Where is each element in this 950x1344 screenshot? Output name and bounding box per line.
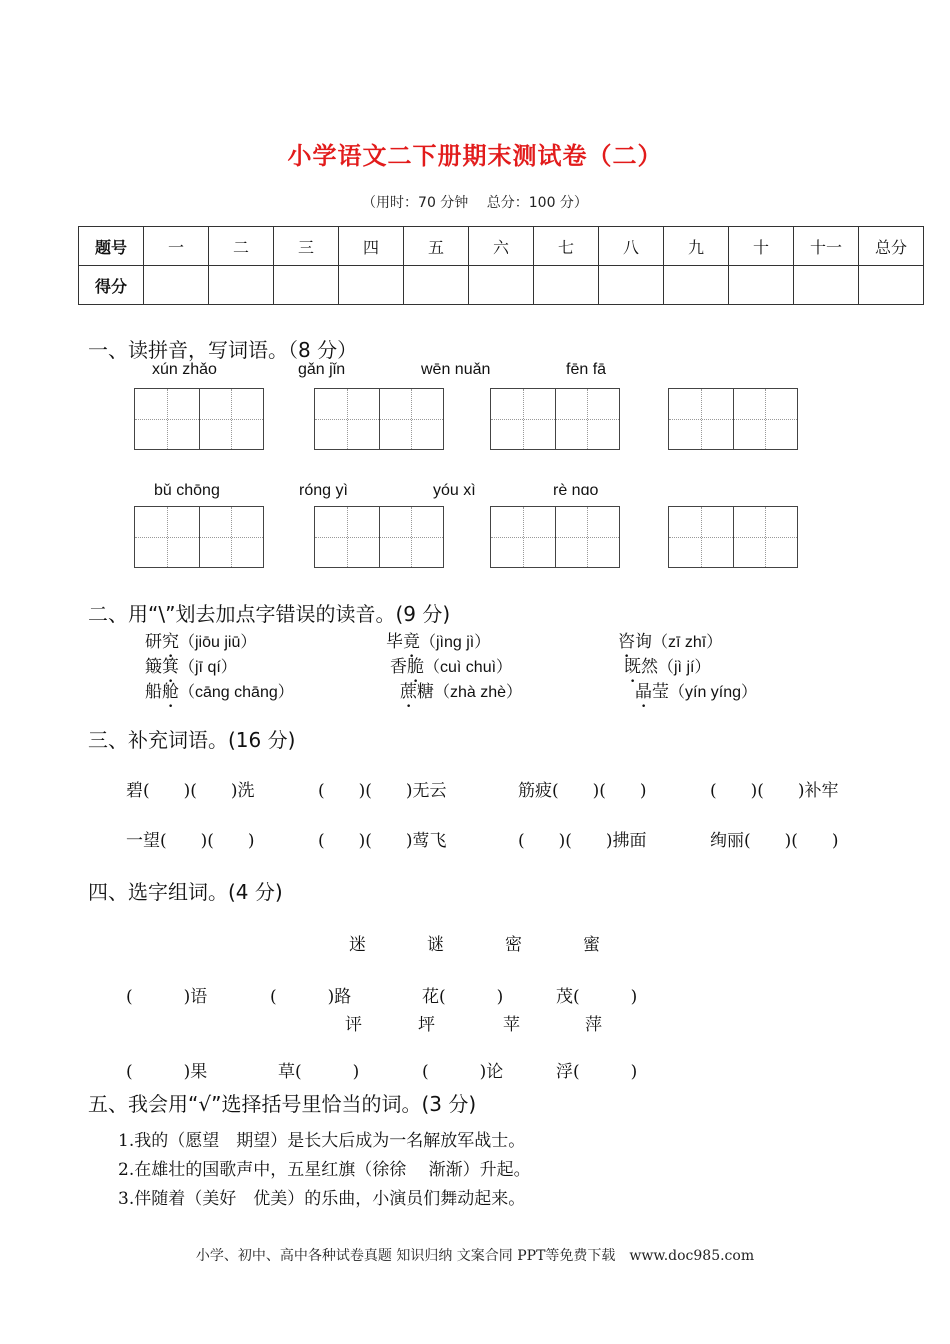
pinyin-label: rè nɑo (553, 482, 599, 499)
score-cell[interactable] (274, 266, 339, 305)
pinyin-label: gǎn jǐn (298, 361, 346, 378)
reading-item: 簸箕（jī qí） (145, 657, 237, 677)
score-cell[interactable] (729, 266, 794, 305)
column-header: 六 (469, 227, 534, 266)
column-header: 一 (144, 227, 209, 266)
section3-heading: 三、补充词语。(16 分) (88, 728, 296, 752)
idiom-blank[interactable]: ( )( )莺飞 (318, 831, 447, 851)
column-header: 总分 (859, 227, 924, 266)
writing-grid[interactable] (490, 388, 620, 450)
idiom-blank[interactable]: ( )( )补牢 (710, 781, 839, 801)
choice-char: 密 (505, 935, 522, 955)
writing-grid[interactable] (490, 506, 620, 568)
score-cell[interactable] (209, 266, 274, 305)
score-cell[interactable] (664, 266, 729, 305)
table-row (79, 266, 924, 305)
idiom-blank[interactable]: 筋疲( )( ) (518, 781, 647, 801)
column-header: 十 (729, 227, 794, 266)
writing-grid[interactable] (134, 388, 264, 450)
choice-char: 萍 (585, 1015, 602, 1035)
choice-sentence[interactable]: 3.伴随着（美好 优美）的乐曲，小演员们舞动起来。 (118, 1189, 526, 1209)
idiom-blank[interactable]: 绚丽( )( ) (710, 831, 839, 851)
pinyin-label: bǔ chōng (154, 482, 220, 499)
reading-item: 研究（jiōu jiū） (145, 632, 257, 652)
writing-grid[interactable] (314, 388, 444, 450)
reading-item: 既然（jì jí） (624, 657, 711, 677)
score-cell[interactable] (599, 266, 664, 305)
section2-heading: 二、用“\”划去加点字错误的读音。(9 分) (88, 602, 451, 626)
score-table (78, 226, 924, 305)
section4-heading: 四、选字组词。(4 分) (88, 880, 283, 904)
column-header: 四 (339, 227, 404, 266)
choice-char: 谜 (427, 935, 444, 955)
idiom-blank[interactable]: 一望( )( ) (126, 831, 255, 851)
score-cell[interactable] (469, 266, 534, 305)
reading-item: 船舱（cāng chāng） (145, 682, 294, 702)
word-blank[interactable]: ( )路 (270, 987, 352, 1007)
column-header: 三 (274, 227, 339, 266)
pinyin-label: yóu xì (433, 482, 476, 499)
reading-item: 香脆（cuì chuì） (390, 657, 513, 677)
writing-grid[interactable] (314, 506, 444, 568)
choice-char: 评 (345, 1015, 362, 1035)
column-header: 五 (404, 227, 469, 266)
row-label: 得分 (79, 266, 144, 305)
pinyin-label: wēn nuǎn (421, 361, 491, 378)
choice-char: 坪 (418, 1015, 435, 1035)
choice-char: 迷 (349, 935, 366, 955)
pinyin-label: róng yì (299, 482, 348, 499)
word-blank[interactable]: 茂( ) (556, 987, 638, 1007)
idiom-blank[interactable]: ( )( )拂面 (518, 831, 647, 851)
section5-heading: 五、我会用“√”选择括号里恰当的词。(3 分) (88, 1092, 477, 1116)
footer-note: 小学、初中、高中各种试卷真题 知识归纳 文案合同 PPT等免费下载 www.doc985.com (195, 1248, 755, 1264)
idiom-blank[interactable]: ( )( )无云 (318, 781, 447, 801)
score-cell[interactable] (144, 266, 209, 305)
page-title: 小学语文二下册期末测试卷（二） (287, 142, 663, 170)
word-blank[interactable]: ( )语 (126, 987, 208, 1007)
reading-item: 晶莹（yín yíng） (635, 682, 758, 702)
score-cell[interactable] (534, 266, 599, 305)
column-header: 十一 (794, 227, 859, 266)
score-cell[interactable] (859, 266, 924, 305)
score-cell[interactable] (339, 266, 404, 305)
word-blank[interactable]: 浮( ) (556, 1062, 638, 1082)
exam-info: （用时：70 分钟 总分：100 分） (362, 195, 588, 211)
choice-char: 苹 (503, 1015, 520, 1035)
reading-item: 咨询（zī zhī） (618, 632, 723, 652)
choice-sentence[interactable]: 2.在雄壮的国歌声中，五星红旗（徐徐 渐渐）升起。 (118, 1160, 531, 1180)
section1-heading: 一、读拼音，写词语。（8 分） (88, 338, 358, 362)
score-cell[interactable] (794, 266, 859, 305)
reading-item: 毕竟（jìng jì） (386, 632, 491, 652)
pinyin-label: fēn fā (566, 361, 607, 378)
idiom-blank[interactable]: 碧( )( )洗 (126, 781, 255, 801)
writing-grid[interactable] (134, 506, 264, 568)
choice-sentence[interactable]: 1.我的（愿望 期望）是长大后成为一名解放军战士。 (118, 1131, 526, 1151)
column-header: 二 (209, 227, 274, 266)
table-row (79, 227, 924, 266)
column-header: 八 (599, 227, 664, 266)
reading-item: 蔗糖（zhà zhè） (400, 682, 523, 702)
word-blank[interactable]: 草( ) (278, 1062, 360, 1082)
score-cell[interactable] (404, 266, 469, 305)
word-blank[interactable]: 花( ) (422, 987, 504, 1007)
column-header: 九 (664, 227, 729, 266)
word-blank[interactable]: ( )论 (422, 1062, 504, 1082)
column-header: 七 (534, 227, 599, 266)
writing-grid[interactable] (668, 388, 798, 450)
choice-char: 蜜 (583, 935, 600, 955)
writing-grid[interactable] (668, 506, 798, 568)
pinyin-label: xún zhǎo (152, 361, 217, 378)
word-blank[interactable]: ( )果 (126, 1062, 208, 1082)
row-label: 题号 (79, 227, 144, 266)
